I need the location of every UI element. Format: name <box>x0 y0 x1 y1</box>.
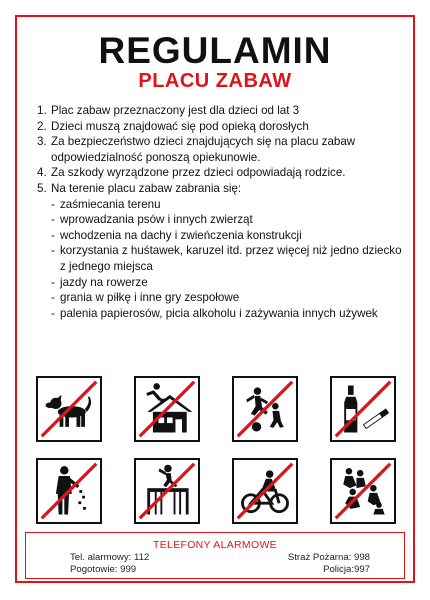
rule-item <box>37 103 407 119</box>
emergency-heading: TELEFONY ALARMOWE <box>153 539 277 551</box>
rule-number: 4. <box>37 166 47 180</box>
no-ball-games-icon <box>232 376 298 442</box>
prohibition-item <box>51 228 407 244</box>
ambulance-number: Pogotowie: 999 <box>70 564 137 575</box>
rule-number: 3. <box>37 135 47 149</box>
rules-list <box>37 103 407 321</box>
rule-item <box>37 181 407 197</box>
no-alcohol-smoking-icon <box>330 376 396 442</box>
no-overcrowding-icon <box>330 458 396 524</box>
prohibition-text: palenia papierosów, picia alkoholu i zażywania innych używek <box>60 306 378 320</box>
prohibition-text: wchodzenia na dachy i zwieńczenia konstrukcji <box>60 228 302 242</box>
rule-text: Plac zabaw przeznaczony jest dla dzieci od lat 3 <box>51 104 300 117</box>
alarm-number: Tel. alarmowy: 112 <box>70 552 150 563</box>
prohibition-item <box>51 290 407 306</box>
rule-text: Za bezpieczeństwo dzieci znajdujących się na placu zabaw odpowiedzialność ponoszą opiekunowie. <box>51 135 356 164</box>
list-dash: - <box>51 244 55 258</box>
no-dogs-icon <box>36 376 102 442</box>
prohibition-item <box>51 197 407 213</box>
prohibition-text: zaśmiecania terenu <box>60 197 161 211</box>
no-climbing-roof-icon <box>134 376 200 442</box>
no-cycling-icon <box>232 458 298 524</box>
rule-item <box>37 134 407 165</box>
prohibition-item <box>51 212 407 228</box>
pictogram-grid <box>31 374 401 524</box>
prohibition-text: jazdy na rowerze <box>60 275 148 289</box>
prohibition-text: grania w piłkę i inne gry zespołowe <box>60 291 240 305</box>
list-dash: - <box>51 291 55 305</box>
emergency-phones <box>25 532 405 579</box>
rule-number: 5. <box>37 181 47 195</box>
rule-item <box>37 165 407 181</box>
prohibition-item <box>51 306 407 322</box>
prohibition-item <box>51 275 407 291</box>
regulations-sign <box>15 15 415 583</box>
list-dash: - <box>51 275 55 289</box>
list-dash: - <box>51 213 55 227</box>
prohibition-text: wprowadzania psów i innych zwierząt <box>60 213 253 227</box>
rule-text: Dzieci muszą znajdować się pod opieką dorosłych <box>51 119 309 133</box>
no-littering-icon <box>36 458 102 524</box>
no-standing-on-equipment-icon <box>134 458 200 524</box>
rule-item <box>37 119 407 135</box>
prohibition-item <box>51 243 407 274</box>
police-number: Policja:997 <box>323 564 370 575</box>
rule-text: Za szkody wyrządzone przez dzieci odpowiadają rodzice. <box>51 166 346 180</box>
list-dash: - <box>51 228 55 242</box>
rule-text: Na terenie placu zabaw zabrania się: <box>51 181 242 195</box>
rule-number: 2. <box>37 119 47 133</box>
list-dash: - <box>51 306 55 320</box>
prohibition-text: korzystania z huśtawek, karuzel itd. przez więcej niż jedno dziecko z jednego miejsca <box>60 244 402 273</box>
list-dash: - <box>51 197 55 211</box>
fire-brigade-number: Straż Pożarna: 998 <box>287 552 370 563</box>
sign-title: REGULAMIN <box>98 30 332 71</box>
prohibitions-list <box>37 197 407 322</box>
sign-subtitle: PLACU ZABAW <box>138 70 292 92</box>
rule-number: 1. <box>37 104 47 117</box>
